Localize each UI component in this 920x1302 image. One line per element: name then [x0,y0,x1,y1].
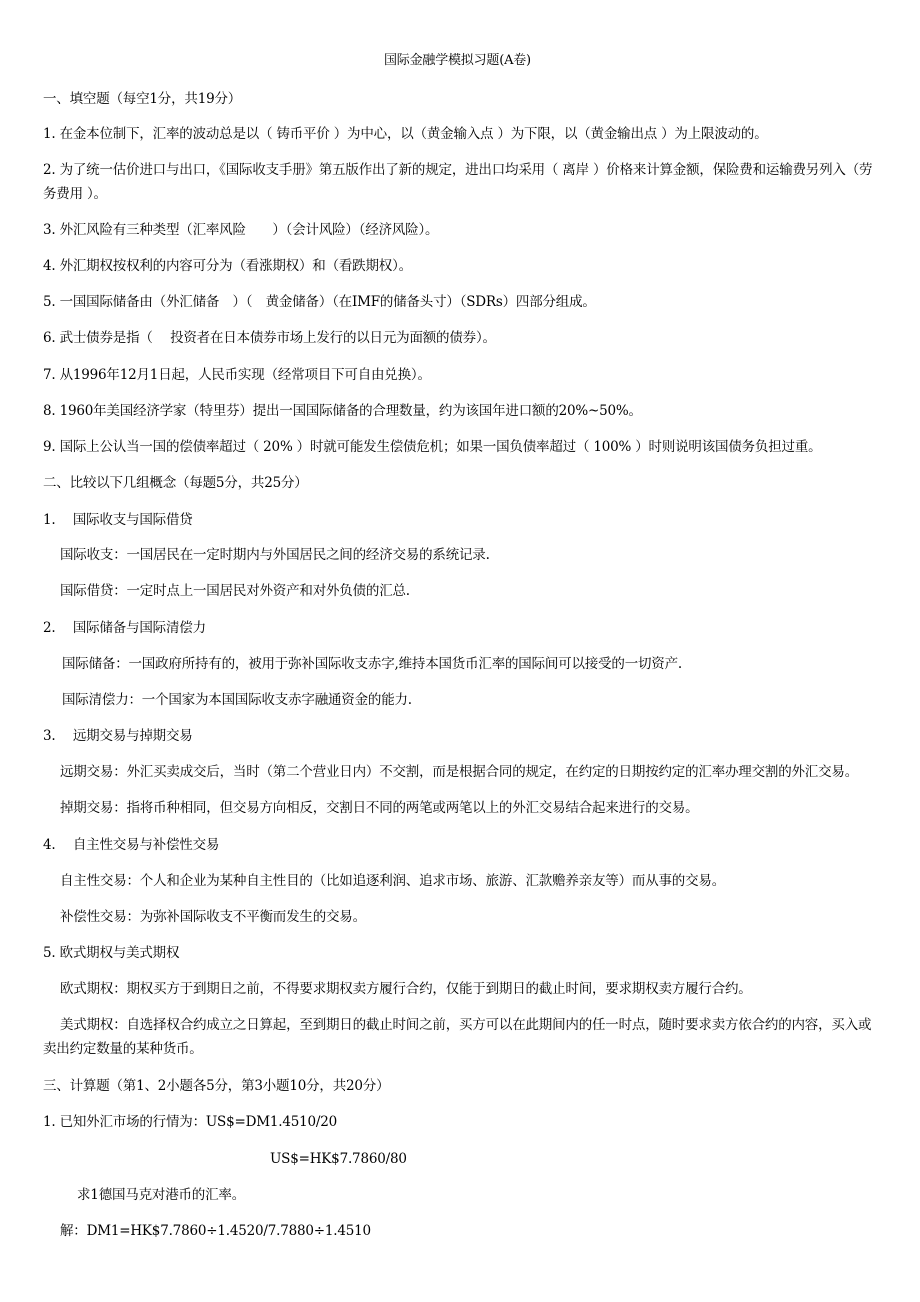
concept-definition: 欧式期权：期权买方于到期日之前，不得要求期权卖方履行合约，仅能于到期日的截止时间，要求期权卖方履行合约。 [60,981,752,997]
concept-definition: 远期交易：外汇买卖成交后，当时（第二个营业日内）不交割，而是根据合同的规定，在约定的日期按约定的汇率办理交割的外汇交易。 [60,764,858,780]
concept-group-3-title: 3. 远期交易与掉期交易 [43,728,193,744]
concept-definition: 自主性交易：个人和企业为某种自主性目的（比如追逐利润、追求市场、旅游、汇款赡养亲友等）而从事的交易。 [60,873,725,889]
fill-item-4: 4. 外汇期权按权利的内容可分为（看涨期权）和（看跌期权）。 [43,258,412,274]
section-1-heading: 一、填空题（每空1分，共19分） [43,91,242,107]
concept-definition: 美式期权：自选择权合约成立之日算起，至到期日的截止时间之前，买方可以在此期间内的任一时点，随时要求卖方依合约的内容，买入或卖出约定数量的某种货币。 [43,1017,872,1057]
document-title: 国际金融学模拟习题(A卷) [384,53,531,68]
concept-group-4-title: 4. 自主性交易与补偿性交易 [43,837,220,853]
section-3-heading: 三、计算题（第1、2小题各5分，第3小题10分，共20分） [43,1078,390,1094]
fill-item-8: 8. 1960年美国经济学家（特里芬）提出一国国际储备的合理数量，约为该国年进口额的20%~50%。 [43,403,642,419]
concept-group-1-title: 1. 国际收支与国际借贷 [43,512,193,528]
concept-definition: 掉期交易：指将币种相同，但交易方向相反，交割日不同的两笔或两笔以上的外汇交易结合起来进行的交易。 [60,800,699,816]
fill-item-7: 7. 从1996年12月1日起，人民币实现（经常项目下可自由兑换）。 [43,367,431,383]
concept-group-2-title: 2. 国际储备与国际清偿力 [43,620,206,636]
concept-group-5-title: 5. 欧式期权与美式期权 [43,945,180,961]
concept-definition: 补偿性交易：为弥补国际收支不平衡而发生的交易。 [60,909,366,925]
fill-item-1: 1. 在金本位制下，汇率的波动总是以（ 铸币平价 ）为中心，以（黄金输入点 ）为下限，以（黄金输出点 ）为上限波动的。 [43,126,768,142]
fill-item-2: 2. 为了统一估价进口与出口，《国际收支手册》第五版作出了新的规定，进出口均采用（ 离岸 ）价格来计算金额，保险费和运输费另列入（劳务费用 ）。 [43,162,873,202]
calc-question-1-ask: 求1德国马克对港币的汇率。 [77,1187,245,1203]
calc-question-1: 1. 已知外汇市场的行情为：US$=DM1.4510/20 [43,1114,338,1130]
concept-definition: 国际储备：一国政府所持有的，被用于弥补国际收支赤字,维持本国货币汇率的国际间可以接受的一切资产. [62,656,682,672]
concept-definition: 国际借贷：一定时点上一国居民对外资产和对外负债的汇总. [60,583,410,599]
section-2-heading: 二、比较以下几组概念（每题5分，共25分） [43,475,308,491]
fill-item-5: 5. 一国国际储备由（外汇储备 ）（ 黄金储备）（在IMF的储备头寸）（SDRs）四部分组成。 [43,294,596,310]
concept-definition: 国际清偿力：一个国家为本国国际收支赤字融通资金的能力. [62,692,412,708]
calc-question-1-solution: 解：DM1=HK$7.7860÷1.4520/7.7880÷1.4510 [60,1223,371,1239]
concept-definition: 国际收支：一国居民在一定时期内与外国居民之间的经济交易的系统记录. [60,547,490,563]
fill-item-6: 6. 武士债券是指（ 投资者在日本债券市场上发行的以日元为面额的债券）。 [43,330,496,346]
fill-item-3: 3. 外汇风险有三种类型（汇率风险 ）（会计风险）（经济风险）。 [43,222,439,238]
fill-item-9: 9. 国际上公认当一国的偿债率超过（ 20% ）时就可能发生偿债危机；如果一国负债率超过（ 100% ）时则说明该国债务负担过重。 [43,439,822,455]
calc-question-1-rate: US$=HK$7.7860/80 [270,1151,407,1167]
